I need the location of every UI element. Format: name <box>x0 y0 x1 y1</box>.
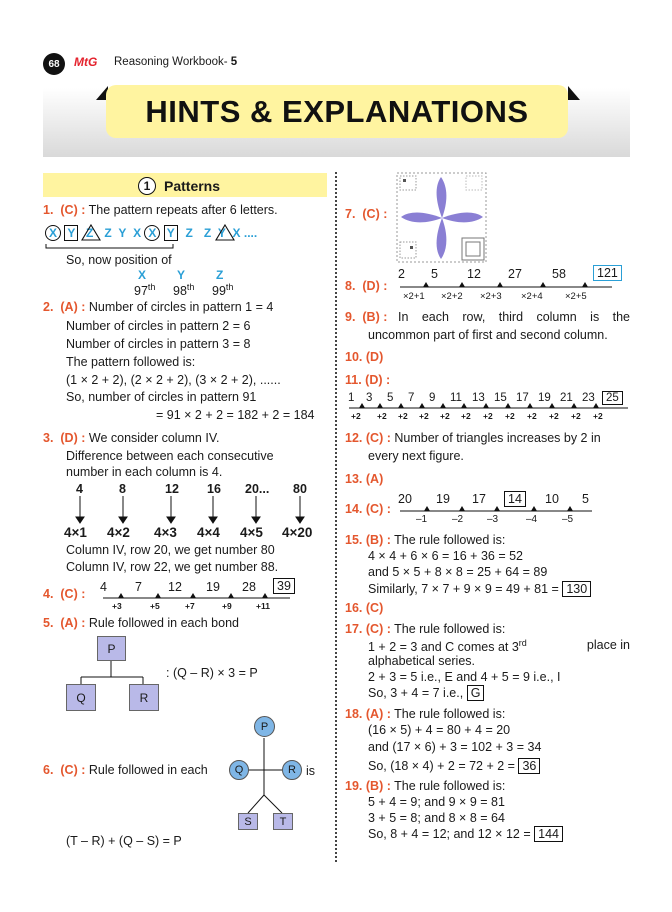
q4-value: 12 <box>168 580 182 594</box>
q3-bottom: 4×3 <box>154 525 177 540</box>
q4-answer-box: 39 <box>273 578 295 594</box>
q3-after: Column IV, row 22, we get number 88. <box>66 560 279 574</box>
q18-line: So, (18 × 4) + 2 = 72 + 2 = 36 <box>368 759 540 773</box>
q11-values: 1 3 5 7 9 11 13 15 17 19 21 23 25 <box>348 392 623 404</box>
q13-head: 13. (A) <box>345 472 384 486</box>
q14-value: 5 <box>582 492 589 506</box>
q6-node-p: P <box>254 716 275 737</box>
q7-head: 7. (C) : <box>345 207 388 221</box>
q3-bottom: 4×2 <box>107 525 130 540</box>
q3-bottom: 4×1 <box>64 525 87 540</box>
q3-line: Difference between each consecutive <box>66 449 274 463</box>
q12-line: every next figure. <box>368 449 464 463</box>
q4-value: 19 <box>206 580 220 594</box>
q18-head: 18. (A) : The rule followed is: <box>345 707 506 721</box>
q4-diff: +3 <box>112 601 122 611</box>
q6-head: 6. (C) : Rule followed in each <box>43 763 208 777</box>
q9-line: uncommon part of first and second column. <box>368 328 608 342</box>
q18-line: (16 × 5) + 4 = 80 + 4 = 20 <box>368 723 511 737</box>
q3-top: 20... <box>245 482 270 496</box>
q19-head: 19. (B) : The rule followed is: <box>345 779 506 793</box>
q17-line: 2 + 3 = 5 i.e., E and 4 + 5 = 9 i.e., I <box>368 670 561 684</box>
q8-value: 27 <box>508 267 522 281</box>
q2-line: Number of circles in pattern 2 = 6 <box>66 319 251 333</box>
q3-head: 3. (D) : We consider column IV. <box>43 431 220 445</box>
q17-head: 17. (C) : The rule followed is: <box>345 622 506 636</box>
q4-diff: +9 <box>222 601 232 611</box>
q1-letter-z: Z <box>216 268 224 282</box>
q2-line: = 91 × 2 + 2 = 182 + 2 = 184 <box>156 408 315 422</box>
q5-node-p: P <box>97 636 126 661</box>
q17-line: alphabetical series. <box>368 654 476 668</box>
q2-line: (1 × 2 + 2), (2 × 2 + 2), (3 × 2 + 2), ...... <box>66 373 281 387</box>
q15-line: 4 × 4 + 6 × 6 = 16 + 36 = 52 <box>368 549 523 563</box>
q8-answer-box: 121 <box>593 265 622 281</box>
q14-diff: –2 <box>452 514 464 525</box>
brand-logo: MtG <box>74 55 98 69</box>
q8-value: 58 <box>552 267 566 281</box>
q1-line2: So, now position of <box>66 253 172 267</box>
q8-value: 12 <box>467 267 481 281</box>
q8-diff: ×2+4 <box>521 291 543 302</box>
section-number: 1 <box>138 177 156 195</box>
q3-bottom: 4×4 <box>197 525 220 540</box>
q3-line: number in each column is 4. <box>66 465 223 479</box>
q14-value: 20 <box>398 492 412 506</box>
q15-head: 15. (B) : The rule followed is: <box>345 533 506 547</box>
book-title: Reasoning Workbook- 5 <box>114 56 238 68</box>
q14-diff: –3 <box>487 514 499 525</box>
q14-value: 19 <box>436 492 450 506</box>
q3-bottom: 4×5 <box>240 525 263 540</box>
q15-line: and 5 × 5 + 8 × 8 = 25 + 64 = 89 <box>368 565 548 579</box>
q8-diff: ×2+1 <box>403 291 425 302</box>
q6-node-t: T <box>273 813 293 830</box>
q6-node-s: S <box>238 813 258 830</box>
q2-line: The pattern followed is: <box>66 355 196 369</box>
q1-pos-98: 98th <box>173 282 195 299</box>
q1-letter-x: X <box>138 268 147 282</box>
q4-value: 4 <box>100 580 107 594</box>
q8-value: 5 <box>431 267 438 281</box>
q3-top: 80 <box>293 482 307 496</box>
q19-line: 3 + 5 = 8; and 8 × 8 = 64 <box>368 811 505 825</box>
q3-top: 12 <box>165 482 179 496</box>
q5-head: 5. (A) : Rule followed in each bond <box>43 616 239 630</box>
q11-diffs: +2 +2 +2 +2 +2 +2 +2 +2 +2 +2 +2 +2 <box>351 411 603 421</box>
q14-diff: –1 <box>416 514 428 525</box>
q5-node-q: Q <box>66 684 96 711</box>
q6-rule: (T – R) + (Q – S) = P <box>66 834 182 848</box>
q3-top: 16 <box>207 482 221 496</box>
section-title: Patterns <box>164 178 221 194</box>
q4-diff: +5 <box>150 601 160 611</box>
q5-node-r: R <box>129 684 159 711</box>
q4-diff: +11 <box>256 601 270 611</box>
q9-line: In each row, third column is the <box>398 310 630 324</box>
q8-diff: ×2+2 <box>441 291 463 302</box>
q16-head: 16. (C) <box>345 601 384 615</box>
q19-line: 5 + 4 = 9; and 9 × 9 = 81 <box>368 795 505 809</box>
q14-head: 14. (C) : <box>345 502 391 516</box>
q3-bottom: 4×20 <box>282 525 313 540</box>
q8-value: 2 <box>398 267 405 281</box>
q1-head: 1. (C) : The pattern repeats after 6 letters. <box>43 203 278 217</box>
q3-top: 8 <box>119 482 126 496</box>
q1-letter-y: Y <box>177 268 186 282</box>
q14-diff: –5 <box>562 514 574 525</box>
q5-rule: : (Q – R) × 3 = P <box>166 666 258 680</box>
q2-line: Number of circles in pattern 3 = 8 <box>66 337 251 351</box>
q1-pos-97: 97th <box>134 282 156 299</box>
q9-head: 9. (B) : <box>345 310 388 324</box>
q6-node-q: Q <box>229 760 249 780</box>
q3-top: 4 <box>76 482 83 496</box>
banner-title: HINTS & EXPLANATIONS <box>106 85 568 138</box>
q8-head: 8. (D) : <box>345 279 388 293</box>
q2-head: 2. (A) : Number of circles in pattern 1 = 4 <box>43 300 274 314</box>
q11-head: 11. (D) : <box>345 373 391 387</box>
q4-value: 7 <box>135 580 142 594</box>
q1-pos-99: 99th <box>212 282 234 299</box>
q14-answer-box: 14 <box>504 491 526 507</box>
q1-sequence: X Y Z Z Y X X Y Z Z Y X .... <box>45 225 257 241</box>
q3-after: Column IV, row 20, we get number 80 <box>66 543 275 557</box>
q6-suffix: is <box>306 764 316 778</box>
q18-line: and (17 × 6) + 3 = 102 + 3 = 34 <box>368 740 542 754</box>
q4-head: 4. (C) : <box>43 587 86 601</box>
q17-line: So, 3 + 4 = 7 i.e., G <box>368 686 484 700</box>
q10-head: 10. (D) <box>345 350 384 364</box>
q17-line: 1 + 2 = 3 and C comes at 3rd place in <box>368 638 630 655</box>
q4-diff: +7 <box>185 601 195 611</box>
q14-value: 10 <box>545 492 559 506</box>
q8-diff: ×2+3 <box>480 291 502 302</box>
q4-value: 28 <box>242 580 256 594</box>
q14-diff: –4 <box>526 514 538 525</box>
q14-value: 17 <box>472 492 486 506</box>
q2-line: So, number of circles in pattern 91 <box>66 390 257 404</box>
q12-head: 12. (C) : Number of triangles increases by 2 in <box>345 431 601 445</box>
q6-node-r: R <box>282 760 302 780</box>
page-number: 68 <box>43 53 65 75</box>
q15-line: Similarly, 7 × 7 + 9 × 9 = 49 + 81 = 130 <box>368 582 591 596</box>
q8-diff: ×2+5 <box>565 291 587 302</box>
q19-line: So, 8 + 4 = 12; and 12 × 12 = 144 <box>368 827 563 841</box>
